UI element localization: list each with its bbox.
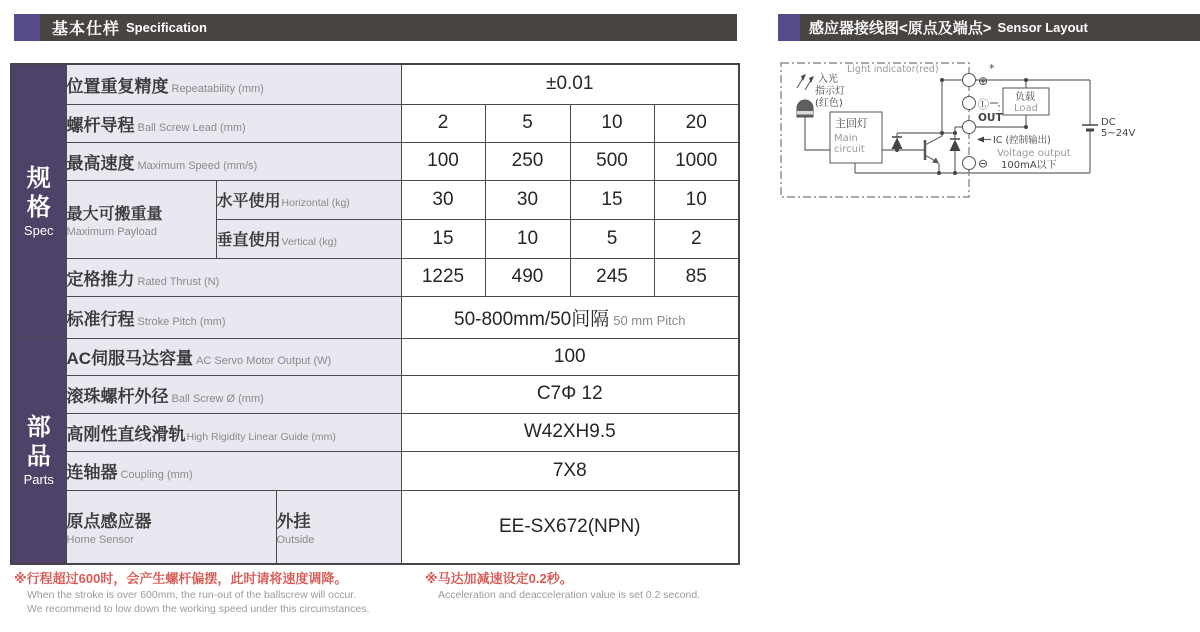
sensor-header-title-zh: 感应器接线图<原点及端点> [809, 20, 992, 37]
value-cell: 10 [570, 104, 654, 142]
value-cell: 1000 [654, 142, 739, 180]
ic-arrow-icon [977, 137, 991, 143]
sidebar-spec-en: Spec [23, 222, 54, 238]
repeatability-label: 位置重复精度 Repeatability (mm) [66, 64, 401, 104]
coupling-label: 连轴器 Coupling (mm) [66, 451, 401, 490]
terminal-out [963, 121, 976, 134]
zener-diode-icon [950, 139, 961, 173]
load-en: Load [1014, 103, 1038, 114]
light-indicator-zh-line1: 入光 [818, 74, 838, 85]
value-cell: 245 [570, 258, 654, 296]
footnote-en: Acceleration and deacceleration value is set 0.2 second. [438, 589, 701, 601]
home-sensor-label: 原点感应器 Home Sensor [66, 490, 276, 564]
spec-header-bar [14, 14, 737, 41]
value-cell: 5 [570, 219, 654, 258]
value-cell: 10 [654, 180, 739, 219]
spec-table [10, 63, 740, 565]
dc-range: 5~24V [1101, 128, 1136, 139]
voltage-output-label: Voltage output [997, 148, 1071, 159]
sidebar-parts-char: 品 [26, 443, 51, 471]
ball-screw-dia-value: C7Φ 12 [401, 375, 739, 413]
row-linear-guide [11, 413, 739, 451]
spec-header-title-en: Specification [126, 20, 207, 35]
horizontal-sublabel: 水平使用Horizontal (kg) [216, 180, 401, 219]
spec-header-title-zh: 基本仕样 [52, 21, 121, 38]
terminal-minus-label: ⊖ [978, 156, 989, 171]
value-cell: 15 [570, 180, 654, 219]
row-servo-output [11, 338, 739, 375]
footnote-en: When the stroke is over 600mm, the run-out of the ballscrew will occur. [27, 589, 357, 601]
light-indicator-zh-line3: (红色) [815, 98, 843, 109]
linear-guide-label: 高刚性直线滑轨High Rigidity Linear Guide (mm) [66, 413, 401, 451]
light-indicator-en: Light indicator(red) [847, 64, 939, 75]
sensor-header-title-en: Sensor Layout [997, 20, 1088, 35]
terminal-plus-label: ⊕ [978, 74, 989, 88]
repeatability-value: ±0.01 [401, 64, 739, 104]
value-cell: 490 [485, 258, 570, 296]
rated-thrust-label: 定格推力 Rated Thrust (N) [66, 258, 401, 296]
row-max-speed [11, 142, 739, 180]
row-home-sensor [11, 490, 739, 564]
max-speed-label: 最高速度 Maximum Speed (mm/s) [66, 142, 401, 180]
footnote-zh: ※行程超过600时，会产生螺杆偏摆，此时请将速度调降。 [14, 571, 348, 586]
light-select-stub [990, 103, 999, 111]
light-indicator-zh-line2: 指示灯 [815, 86, 845, 97]
stroke-value: 50-800mm/50间隔 50 mm Pitch [401, 296, 739, 338]
main-circuit-en2: circuit [834, 144, 865, 155]
home-sensor-outside-label: 外挂 Outside [276, 490, 401, 564]
coupling-value: 7X8 [401, 451, 739, 490]
value-cell: 15 [401, 219, 485, 258]
row-repeatability [11, 64, 739, 104]
value-cell: 85 [654, 258, 739, 296]
accent-square [778, 14, 800, 41]
accent-square [14, 14, 40, 41]
servo-output-value: 100 [401, 338, 739, 375]
servo-output-label: AC伺服马达容量 AC Servo Motor Output (W) [66, 338, 401, 375]
terminal-plus-note: * [989, 62, 995, 75]
sidebar-parts [11, 338, 66, 564]
footnote-acceleration [425, 571, 785, 602]
terminal-light-label: Ⓛ [978, 98, 989, 111]
led-icon [797, 100, 813, 117]
terminal-out-label: OUT [978, 112, 1003, 124]
ball-screw-lead-label: 螺杆导程 Ball Screw Lead (mm) [66, 104, 401, 142]
terminal-plus [963, 74, 976, 87]
footnote-en: We recommend to low down the working speed under this circumstances. [27, 603, 370, 615]
current-limit-label: 100mA以下 [1001, 160, 1057, 171]
stroke-label: 标准行程 Stroke Pitch (mm) [66, 296, 401, 338]
main-circuit-en1: Main [834, 133, 858, 144]
transistor-icon [925, 136, 942, 173]
sensor-layout-header-bar [778, 14, 1200, 41]
footnote-stroke [14, 571, 414, 616]
home-sensor-value: EE-SX672(NPN) [401, 490, 739, 564]
main-circuit-zh: 主回灯 [835, 117, 868, 130]
ball-screw-dia-label: 滚珠螺杆外径 Ball Screw Ø (mm) [66, 375, 401, 413]
sidebar-parts-char: 部 [26, 414, 51, 442]
sidebar-spec-char: 格 [26, 193, 51, 221]
sidebar-spec [11, 64, 66, 338]
row-rated-thrust [11, 258, 739, 296]
row-coupling [11, 451, 739, 490]
light-arrows-icon [797, 74, 814, 90]
sidebar-spec-char: 规 [26, 164, 51, 192]
terminal-light-select [963, 97, 976, 110]
sidebar-parts-en: Parts [23, 472, 54, 488]
value-cell: 5 [485, 104, 570, 142]
value-cell: 500 [570, 142, 654, 180]
value-cell: 1225 [401, 258, 485, 296]
dc-label: DC [1101, 117, 1116, 128]
ic-label: IC (控制输出) [993, 135, 1051, 146]
value-cell: 250 [485, 142, 570, 180]
zener-diode-icon [892, 133, 903, 150]
max-payload-label: 最大可搬重量 Maximum Payload [66, 180, 216, 258]
row-payload-horizontal [11, 180, 739, 219]
row-ball-screw-lead [11, 104, 739, 142]
value-cell: 10 [485, 219, 570, 258]
load-zh: 负载 [1015, 92, 1035, 103]
row-stroke [11, 296, 739, 338]
value-cell: 2 [654, 219, 739, 258]
value-cell: 100 [401, 142, 485, 180]
footnote-zh: ※马达加减速设定0.2秒。 [425, 571, 573, 586]
row-ball-screw-dia [11, 375, 739, 413]
value-cell: 30 [485, 180, 570, 219]
terminal-minus [963, 157, 976, 170]
value-cell: 2 [401, 104, 485, 142]
value-cell: 20 [654, 104, 739, 142]
value-cell: 30 [401, 180, 485, 219]
sensor-wiring-diagram [775, 55, 1200, 215]
battery-icon [1082, 125, 1098, 130]
vertical-sublabel: 垂直使用Vertical (kg) [216, 219, 401, 258]
linear-guide-value: W42XH9.5 [401, 413, 739, 451]
